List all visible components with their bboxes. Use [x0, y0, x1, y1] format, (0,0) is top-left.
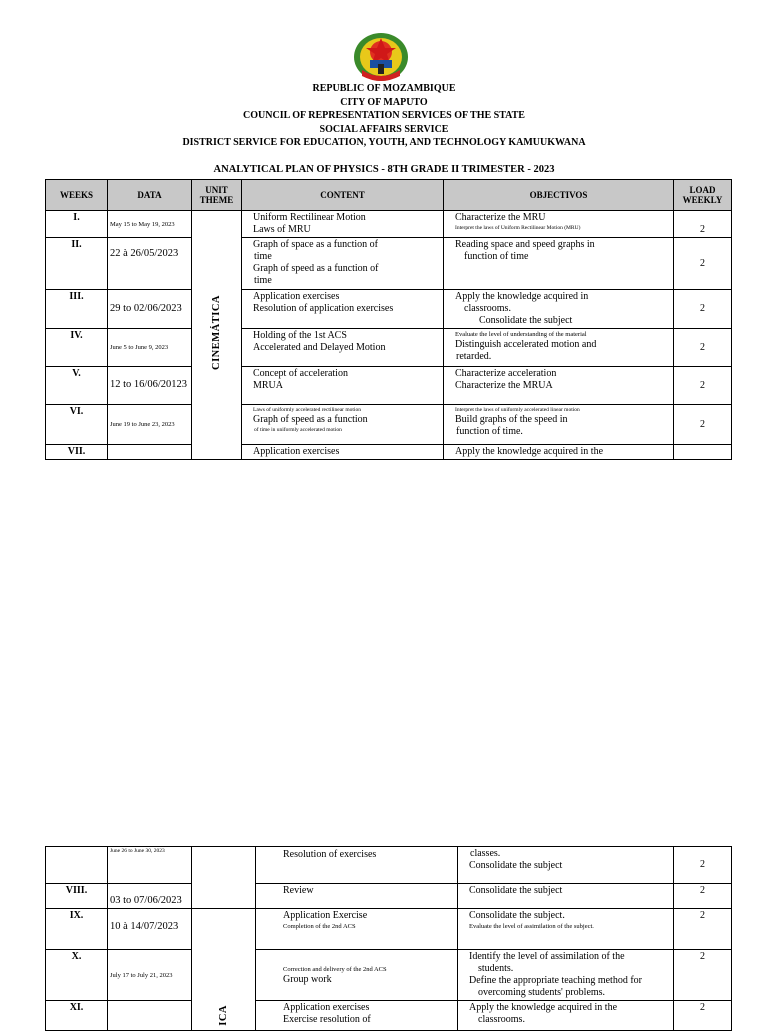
unit-theme-label: CINEMÁTICA — [210, 295, 222, 371]
date-cell: June 19 to June 23, 2023 — [108, 405, 192, 445]
table-row — [46, 405, 732, 445]
week-cell: IV. — [46, 329, 108, 367]
unit-theme-cell — [192, 847, 256, 909]
content-cell: Application exercises Resolution of application exercises — [242, 290, 444, 329]
load-cell: 2 — [674, 290, 732, 329]
table-row — [46, 329, 732, 367]
load-cell: 2 — [674, 847, 732, 884]
header-line-3: COUNCIL OF REPRESENTATION SERVICES OF THE STATE — [243, 110, 525, 121]
date-cell: June 26 to June 30, 2023 — [108, 847, 192, 884]
date-cell: 03 to 07/06/2023 — [108, 884, 192, 909]
unit-theme-cell — [192, 909, 256, 1031]
load-cell: 2 — [674, 238, 732, 290]
week-cell: X. — [46, 950, 108, 1001]
load-cell: 2 — [674, 1001, 732, 1031]
table-row — [46, 367, 732, 405]
table-header-row — [46, 180, 732, 211]
content-cell: Resolution of exercises — [256, 847, 458, 884]
table-row — [46, 290, 732, 329]
plan-table-page-1 — [45, 179, 732, 460]
week-cell: XI. — [46, 1001, 108, 1031]
unit-theme-label: ICA — [217, 1005, 229, 1026]
table-row — [46, 1001, 732, 1031]
objectives-cell: Apply the knowledge acquired in the classrooms. — [458, 1001, 674, 1031]
week-cell: I. — [46, 211, 108, 238]
load-cell: 2 — [674, 367, 732, 405]
week-cell: II. — [46, 238, 108, 290]
document-header — [0, 82, 768, 150]
col-header-weeks: WEEKS — [46, 180, 108, 211]
load-cell — [674, 445, 732, 460]
week-cell: VII. — [46, 445, 108, 460]
week-cell — [46, 847, 108, 884]
plan-title: ANALYTICAL PLAN OF PHYSICS - 8TH GRADE II TRIMESTER - 2023 — [213, 164, 555, 175]
content-cell: Laws of uniformly accelerated rectilinear motion Graph of speed as a function of time in uniformly accelerated motion — [242, 405, 444, 445]
week-cell: VIII. — [46, 884, 108, 909]
date-cell: June 5 to June 9, 2023 — [108, 329, 192, 367]
col-header-content: CONTENT — [242, 180, 444, 211]
content-cell: Application Exercise Completion of the 2nd ACS — [256, 909, 458, 950]
content-cell: Review — [256, 884, 458, 909]
table-row — [46, 884, 732, 909]
week-cell: VI. — [46, 405, 108, 445]
table-row — [46, 847, 732, 884]
objectives-cell: Identify the level of assimilation of the students. Define the appropriate teaching method for overcoming students' problems. — [458, 950, 674, 1001]
load-cell: 2 — [674, 884, 732, 909]
load-cell: 2 — [674, 950, 732, 1001]
table-row — [46, 211, 732, 238]
content-cell: Correction and delivery of the 2nd ACS Group work — [256, 950, 458, 1001]
content-cell: Concept of acceleration MRUA — [242, 367, 444, 405]
date-cell: 22 à 26/05/2023 — [108, 238, 192, 290]
objectives-cell: Apply the knowledge acquired in classrooms. Consolidate the subject — [444, 290, 674, 329]
objectives-cell: Characterize acceleration Characterize the MRUA — [444, 367, 674, 405]
objectives-cell: Consolidate the subject — [458, 884, 674, 909]
date-cell: July 17 to July 21, 2023 — [108, 950, 192, 1001]
col-header-load-weekly: LOAD WEEKLY — [674, 180, 732, 211]
table-row — [46, 909, 732, 950]
objectives-cell: Evaluate the level of understanding of the material Distinguish accelerated motion and retarded. — [444, 329, 674, 367]
col-header-data: DATA — [108, 180, 192, 211]
header-line-1: REPUBLIC OF MOZAMBIQUE — [312, 83, 456, 94]
date-cell: May 15 to May 19, 2023 — [108, 211, 192, 238]
header-line-2: CITY OF MAPUTO — [340, 96, 428, 108]
table-row — [46, 238, 732, 290]
date-cell: 29 to 02/06/2023 — [108, 290, 192, 329]
col-header-objectives: OBJECTIVOS — [444, 180, 674, 211]
objectives-cell: Consolidate the subject. Evaluate the level of assimilation of the subject. — [458, 909, 674, 950]
date-cell: 12 to 16/06/20123 — [108, 367, 192, 405]
table-row — [46, 445, 732, 460]
objectives-cell: Reading space and speed graphs in function of time — [444, 238, 674, 290]
load-cell: 2 — [674, 405, 732, 445]
week-cell: III. — [46, 290, 108, 329]
plan-table-page-2 — [45, 846, 732, 1031]
objectives-cell: Characterize the MRU Interpret the laws of Uniform Rectilinear Motion (MRU) — [444, 211, 674, 238]
objectives-cell: Apply the knowledge acquired in the — [444, 445, 674, 460]
date-cell: 10 à 14/07/2023 — [108, 909, 192, 950]
content-cell: Graph of space as a function of time Graph of speed as a function of time — [242, 238, 444, 290]
coat-of-arms-emblem — [350, 30, 412, 86]
content-cell: Application exercises Exercise resolution of — [256, 1001, 458, 1031]
content-cell: Application exercises — [242, 445, 444, 460]
date-cell — [108, 445, 192, 460]
week-cell: V. — [46, 367, 108, 405]
objectives-cell: classes. Consolidate the subject — [458, 847, 674, 884]
content-cell: Uniform Rectilinear Motion Laws of MRU — [242, 211, 444, 238]
week-cell: IX. — [46, 909, 108, 950]
load-cell: 2 — [674, 909, 732, 950]
table-row — [46, 950, 732, 1001]
load-cell: 2 — [674, 329, 732, 367]
objectives-cell: Interpret the laws of uniformly accelerated linear motion Build graphs of the speed in function of time. — [444, 405, 674, 445]
header-line-5: DISTRICT SERVICE FOR EDUCATION, YOUTH, AND TECHNOLOGY KAMUUKWANA — [182, 137, 586, 148]
header-line-4: SOCIAL AFFAIRS SERVICE — [319, 123, 449, 135]
date-cell — [108, 1001, 192, 1031]
unit-theme-cell — [192, 211, 242, 460]
content-cell: Holding of the 1st ACS Accelerated and Delayed Motion — [242, 329, 444, 367]
col-header-unit-theme: UNIT THEME — [192, 180, 242, 211]
load-cell: 2 — [674, 211, 732, 238]
